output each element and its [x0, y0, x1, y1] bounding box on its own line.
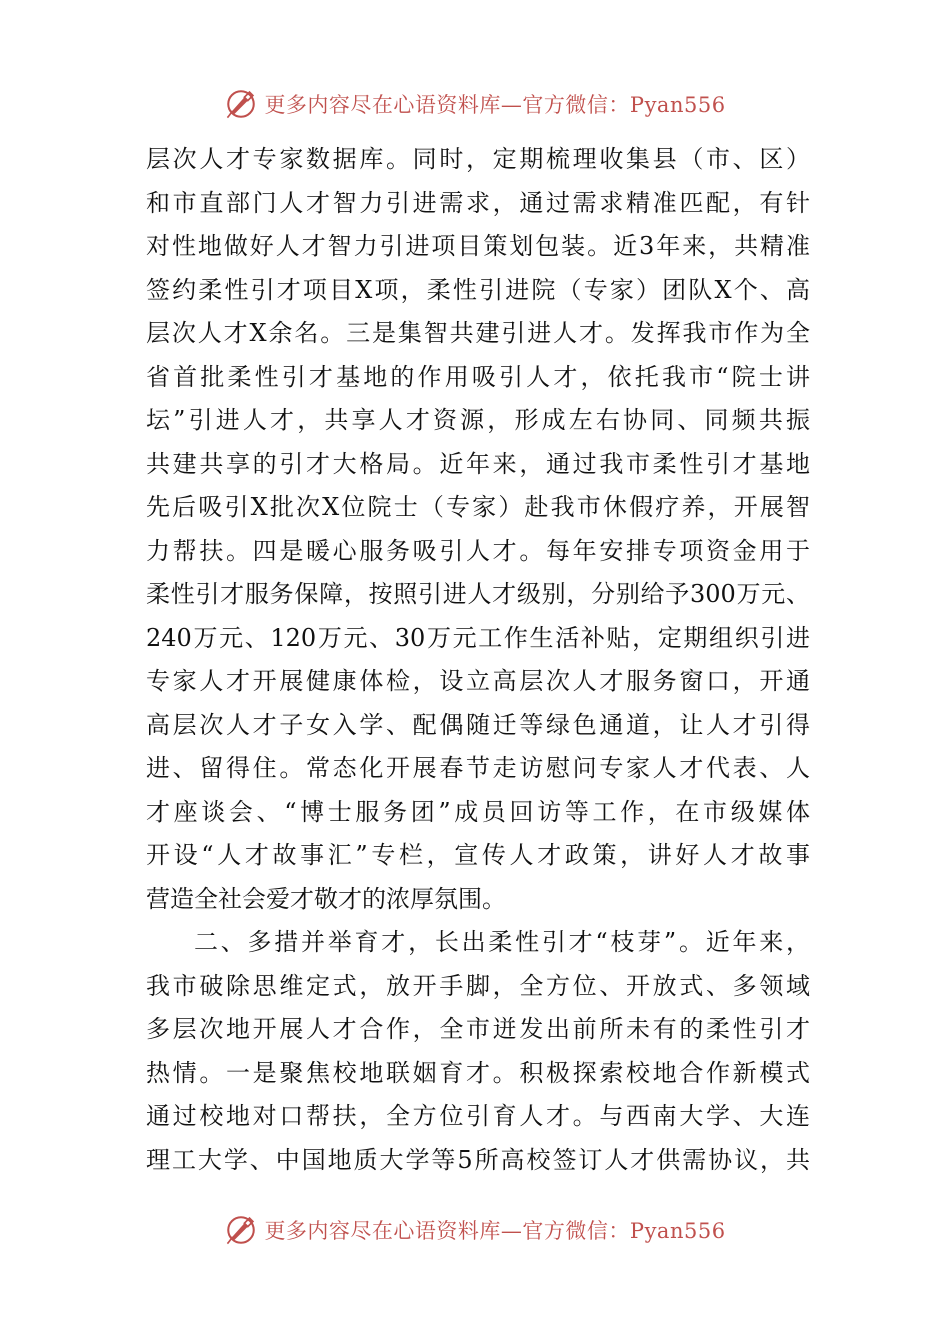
- body-line-7: 坛”引进人才，共享人才资源，形成左右协同、同频共振: [146, 406, 810, 434]
- body-line-12: 240万元、120万元、30万元工作生活补贴，定期组织引进: [146, 623, 810, 652]
- body-line-11: 柔性引才服务保障，按照引进人才级别，分别给予300万元、: [146, 580, 810, 608]
- body-line-14: 高层次人才子女入学、配偶随迁等绿色通道，让人才引得: [146, 710, 810, 739]
- header-banner-content: [224, 87, 725, 121]
- pen-nib-logo-icon: [224, 1213, 258, 1247]
- body-line-20: 我市破除思维定式，放开手脚，全方位、开放式、多领域: [146, 971, 810, 1000]
- body-line-24: 理工大学、中国地质大学等5所高校签订人才供需协议，共: [146, 1145, 810, 1174]
- body-line-10: 力帮扶。四是暖心服务吸引人才。每年安排专项资金用于: [146, 536, 810, 565]
- body-line-3: 对性地做好人才智力引进项目策划包装。近3年来，共精准: [146, 232, 810, 260]
- pen-nib-logo-icon: [224, 87, 258, 121]
- body-line-4: 签约柔性引才项目X项，柔性引进院（专家）团队X个、高: [146, 275, 810, 304]
- body-line-23: 通过校地对口帮扶，全方位引育人才。与西南大学、大连: [146, 1102, 810, 1130]
- body-line-8: 共建共享的引才大格局。近年来，通过我市柔性引才基地: [146, 449, 810, 478]
- body-line-16: 才座谈会、“博士服务团”成员回访等工作，在市级媒体: [146, 797, 810, 826]
- footer-banner: [0, 1208, 950, 1252]
- body-line-22: 热情。一是聚焦校地联姻育才。积极探索校地合作新模式: [146, 1058, 810, 1087]
- body-line-9: 先后吸引X批次X位院士（专家）赴我市休假疗养，开展智: [146, 493, 810, 521]
- body-line-21: 多层次地开展人才合作，全市迸发出前所未有的柔性引才: [146, 1015, 810, 1043]
- body-line-17: 开设“人才故事汇”专栏，宣传人才政策，讲好人才故事: [146, 841, 810, 869]
- body-line-1: 层次人才专家数据库。同时，定期梳理收集县（市、区）: [146, 145, 810, 173]
- body-line-19: 二、多措并举育才，长出柔性引才“枝芽”。近年来，: [194, 928, 810, 956]
- body-line-18: 营造全社会爱才敬才的浓厚氛围。: [146, 884, 506, 913]
- body-line-13: 专家人才开展健康体检，设立高层次人才服务窗口，开通: [146, 667, 810, 695]
- footer-banner-text: 更多内容尽在心语资料库—官方微信：Pyan556: [264, 1219, 726, 1243]
- footer-banner-content: [224, 1213, 725, 1247]
- header-banner-text: 更多内容尽在心语资料库—官方微信：Pyan556: [264, 93, 726, 117]
- header-banner: [0, 82, 950, 126]
- body-line-2: 和市直部门人才智力引进需求，通过需求精准匹配，有针: [146, 188, 810, 217]
- body-line-5: 层次人才X余名。三是集智共建引进人才。发挥我市作为全: [146, 319, 810, 347]
- document-body: [146, 138, 810, 1182]
- body-line-6: 省首批柔性引才基地的作用吸引人才，依托我市“院士讲: [146, 362, 810, 391]
- body-line-15: 进、留得住。常态化开展春节走访慰问专家人才代表、人: [146, 754, 810, 782]
